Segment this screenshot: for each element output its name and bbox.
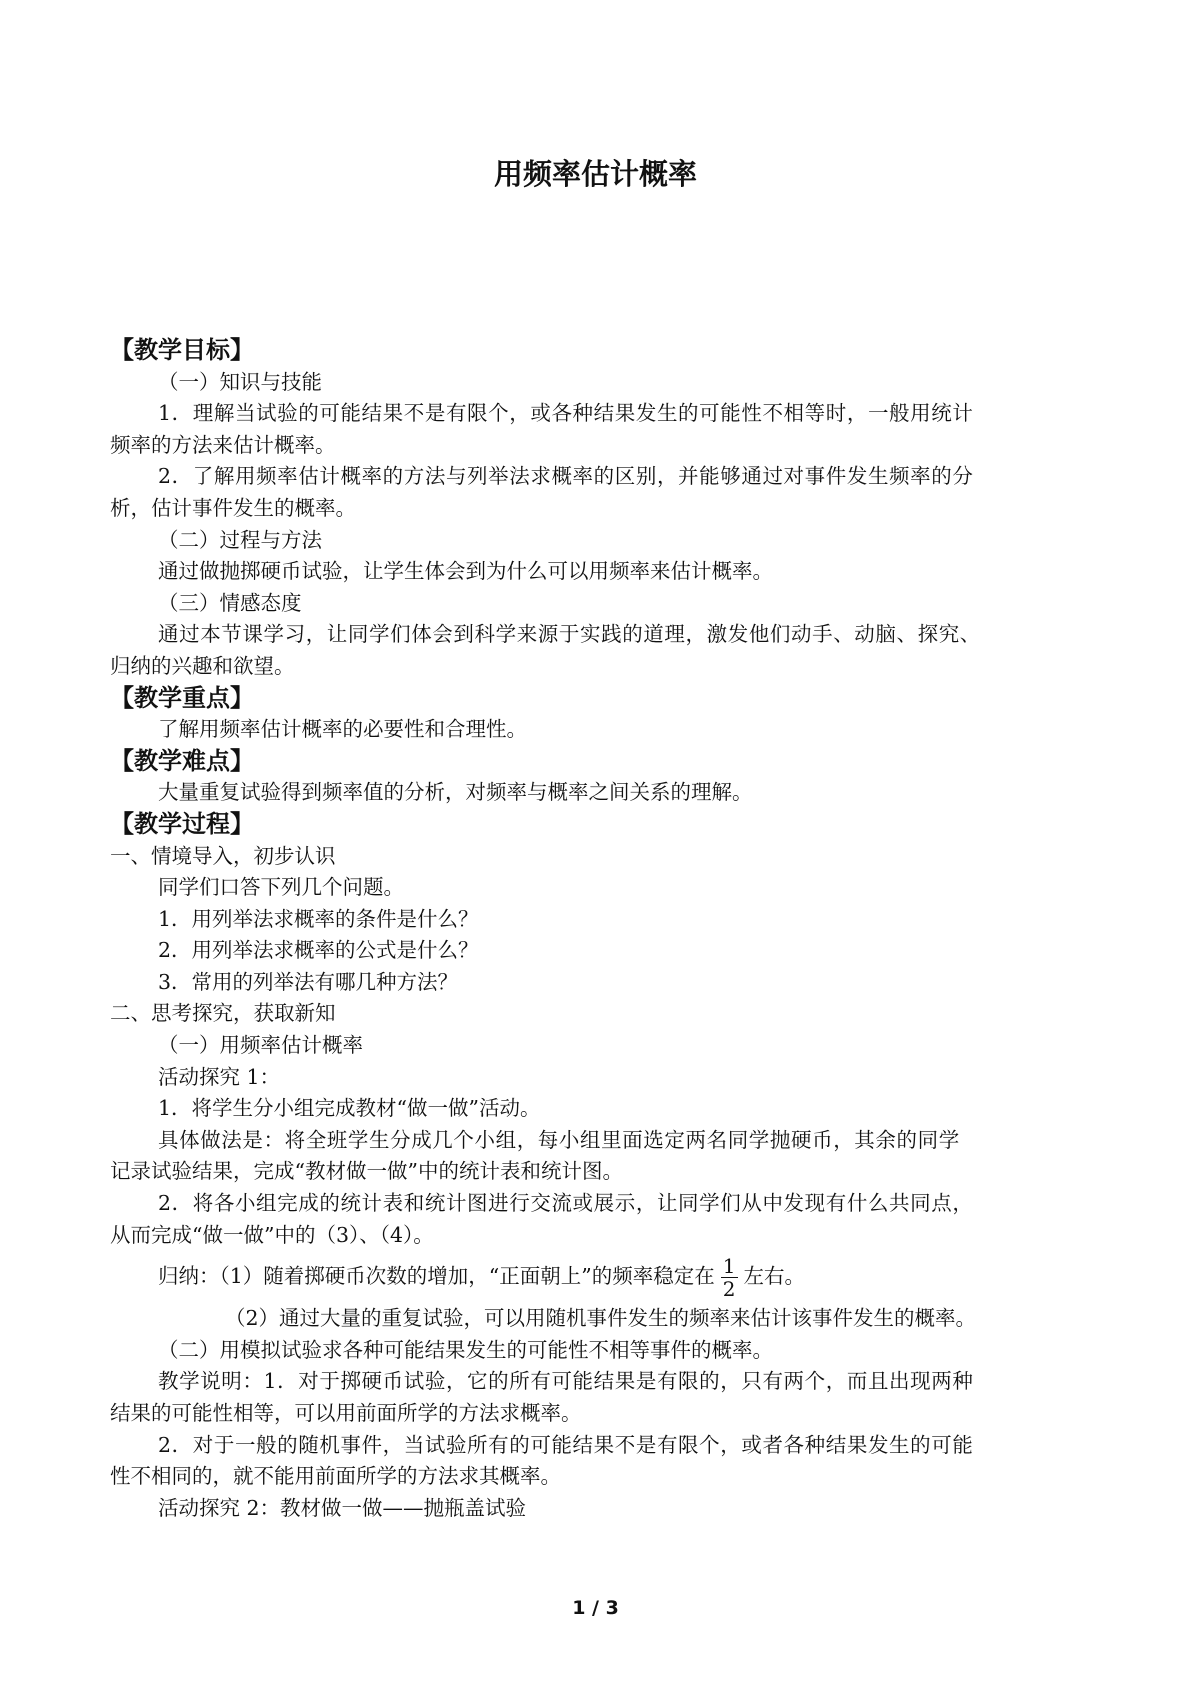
- paragraph: 同学们口答下列几个问题。: [158, 875, 404, 900]
- paragraph: 1．将学生分小组完成教材“做一做”活动。: [158, 1096, 541, 1121]
- subheading: （一）用频率估计概率: [158, 1033, 363, 1058]
- paragraph: 教学说明：1．对于掷硬币试验，它的所有可能结果是有限的，只有两个，而且出现两种: [158, 1369, 974, 1394]
- fraction-one-half: [721, 1255, 738, 1300]
- subheading: （二）用模拟试验求各种可能结果发生的可能性不相等事件的概率。: [158, 1337, 773, 1362]
- summary-line: [110, 1251, 1090, 1303]
- summary-text: 左右。: [743, 1264, 805, 1289]
- section-heading-objectives: 【教学目标】: [110, 336, 254, 364]
- section-heading-key-points: 【教学重点】: [110, 683, 254, 712]
- paragraph: 记录试验结果，完成“教材做一做”中的统计表和统计图。: [110, 1159, 623, 1184]
- document-body: [110, 335, 1090, 1524]
- paragraph: 1．理解当试验的可能结果不是有限个，或各种结果发生的可能性不相等时，一般用统计: [158, 401, 974, 426]
- paragraph: 大量重复试验得到频率值的分析，对频率与概率之间关系的理解。: [158, 780, 753, 805]
- paragraph: 通过做抛掷硬币试验，让学生体会到为什么可以用频率来估计概率。: [158, 559, 773, 584]
- paragraph: 具体做法是：将全班学生分成几个小组，每小组里面选定两名同学抛硬币，其余的同学: [158, 1127, 960, 1152]
- subheading-emotional-attitude: （三）情感态度: [158, 590, 302, 615]
- question-item: 2．用列举法求概率的公式是什么？: [158, 938, 479, 963]
- paragraph: 2．了解用频率估计概率的方法与列举法求概率的区别，并能够通过对事件发生频率的分: [158, 464, 974, 489]
- paragraph: 从而完成“做一做”中的（3）、（4）。: [110, 1222, 434, 1247]
- paragraph: 归纳的兴趣和欲望。: [110, 653, 295, 678]
- page-number: 1 / 3: [572, 1597, 619, 1619]
- fraction-numerator: 1: [722, 1253, 736, 1278]
- question-item: 3．常用的列举法有哪几种方法？: [158, 969, 459, 994]
- paragraph: 通过本节课学习，让同学们体会到科学来源于实践的道理，激发他们动手、动脑、探究、: [158, 622, 981, 647]
- subheading-process-methods: （二）过程与方法: [158, 527, 322, 552]
- question-item: 1．用列举法求概率的条件是什么？: [158, 906, 479, 931]
- paragraph: （2）通过大量的重复试验，可以用随机事件发生的频率来估计该事件发生的概率。: [225, 1306, 977, 1331]
- paragraph: 活动探究 2：教材做一做——抛瓶盖试验: [158, 1495, 527, 1520]
- part-heading: 一、情境导入，初步认识: [110, 843, 336, 868]
- paragraph: 了解用频率估计概率的必要性和合理性。: [158, 717, 527, 742]
- paragraph: 结果的可能性相等，可以用前面所学的方法求概率。: [110, 1401, 582, 1425]
- paragraph: 析，估计事件发生的概率。: [110, 495, 356, 520]
- paragraph: 频率的方法来估计概率。: [110, 432, 336, 457]
- paragraph: 性不相同的，就不能用前面所学的方法求其概率。: [110, 1464, 561, 1489]
- document-title: 用频率估计概率: [493, 157, 697, 191]
- summary-text: 归纳：（1）随着掷硬币次数的增加，“正面朝上”的频率稳定在: [158, 1264, 715, 1289]
- fraction-denominator: 2: [722, 1276, 736, 1301]
- section-heading-process: 【教学过程】: [110, 809, 254, 838]
- paragraph: 2．将各小组完成的统计表和统计图进行交流或展示，让同学们从中发现有什么共同点，: [158, 1191, 974, 1216]
- section-heading-difficulties: 【教学难点】: [110, 746, 254, 775]
- subheading-knowledge-skills: （一）知识与技能: [158, 369, 322, 394]
- paragraph: 2．对于一般的随机事件，当试验所有的可能结果不是有限个，或者各种结果发生的可能: [158, 1432, 974, 1457]
- part-heading: 二、思考探究，获取新知: [110, 1001, 336, 1026]
- paragraph: 活动探究 1：: [158, 1064, 281, 1089]
